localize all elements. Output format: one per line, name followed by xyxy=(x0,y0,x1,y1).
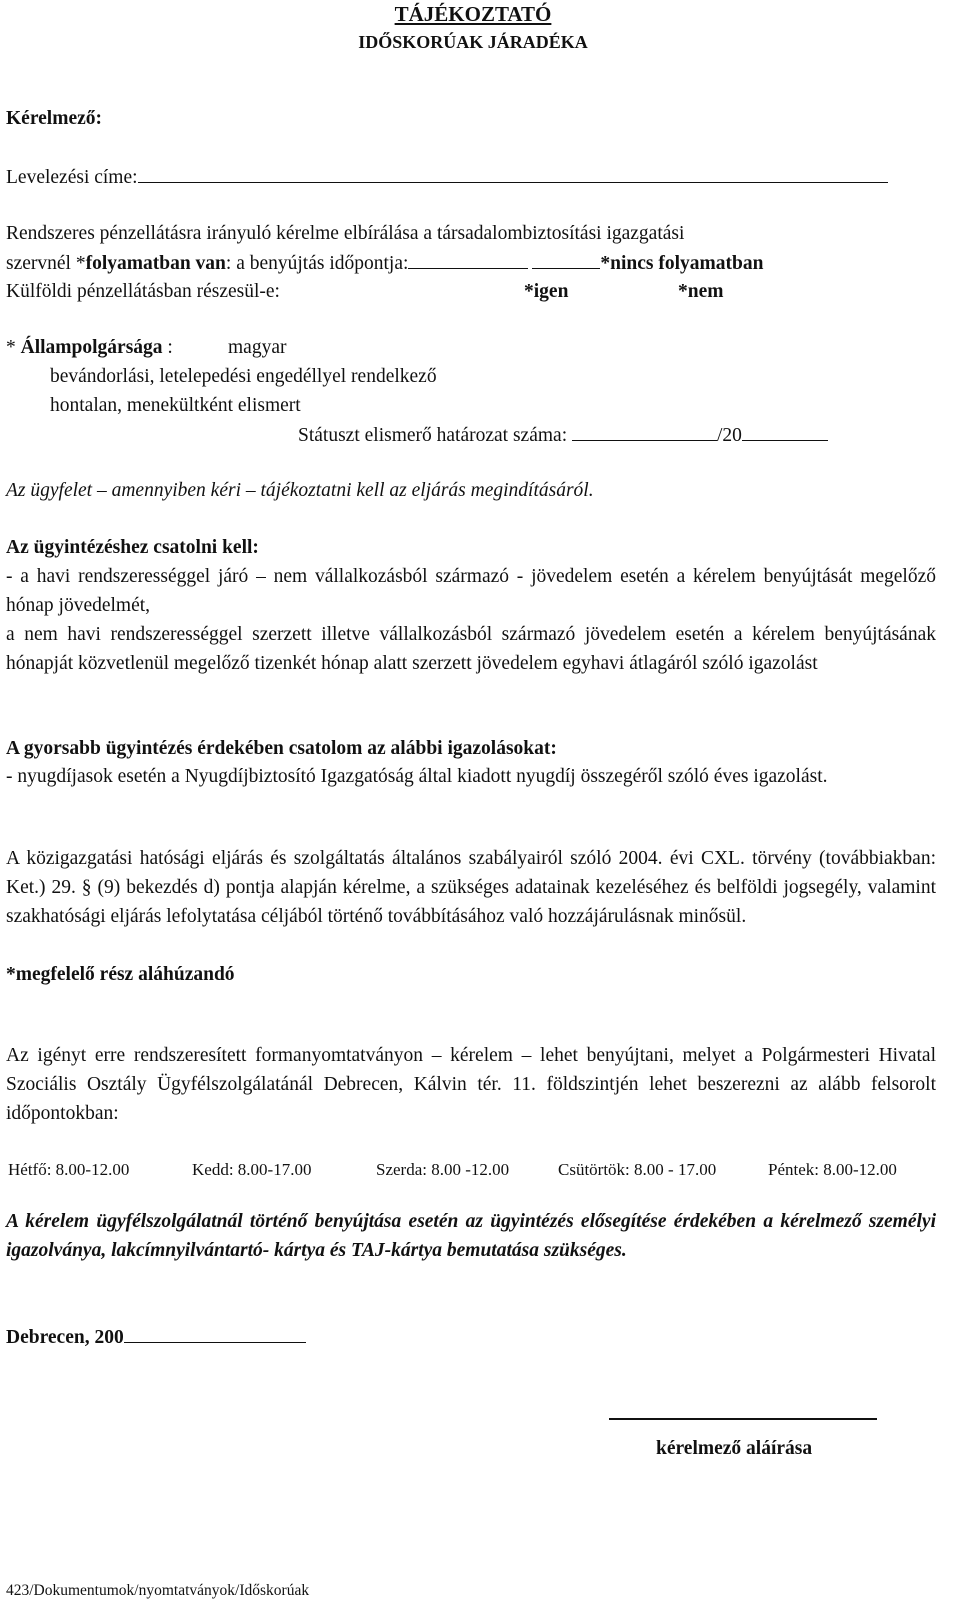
submission-date-line-2[interactable] xyxy=(532,248,600,269)
citizenship-colon: : xyxy=(162,337,173,358)
id-notice: A kérelem ügyfélszolgálatnál történő benyújtása esetén az ügyintézés elősegítése érdekében a kérelmező személyi igazolványa, lakcímnyilvántartó- kártya és TAJ-kártya bemutatása szükséges. xyxy=(6,1211,936,1261)
legal-paragraph: A közigazgatási hatósági eljárás és szolgáltatás általános szabályairól szóló 2004. évi CXL. törvény (továbbiakban: Ket.) 29. § (9) bekezdés d) pontja alapján kérelme, a szükséges adatainak kezeléséhez és belföldi jogsegély, valamint szakhatósági eljárás lefolytatása céljából történő továbbításához való hozzájárulásnak minősül. xyxy=(6,848,936,927)
citizenship-option-immigrant: bevándorlási, letelepedési engedéllyel rendelkező xyxy=(50,366,437,387)
underline-note: *megfelelő rész aláhúzandó xyxy=(6,964,235,985)
status-prefix: szervnél * xyxy=(6,253,86,274)
date-blank-line[interactable] xyxy=(124,1322,306,1343)
decision-number-row xyxy=(298,420,828,450)
citizenship-option-refugee: hontalan, menekültként elismert xyxy=(50,395,301,416)
status-line-2 xyxy=(6,248,764,278)
status-line-1: Rendszeres pénzellátásra irányuló kérelme elbírálása a társadalombiztosítási igazgatási xyxy=(6,223,685,244)
office-hours xyxy=(6,1155,940,1185)
hours-tuesday: Kedd: 8.00-17.00 xyxy=(192,1160,312,1179)
faster-heading: A gyorsabb ügyintézés érdekében csatolom az alábbi igazolásokat: xyxy=(6,738,557,759)
footer-path: 423/Dokumentumok/nyomtatványok/Időskorúak xyxy=(6,1582,310,1599)
signature-line[interactable] xyxy=(609,1418,877,1420)
submission-date-line-1[interactable] xyxy=(408,248,528,269)
attach-paragraph-1: - a havi rendszerességgel járó – nem vállalkozásból származó - jövedelem esetén a kérelem benyújtását megelőző hónap jövedelmét, xyxy=(6,566,936,616)
foreign-yes: *igen xyxy=(524,281,569,302)
citizenship-row xyxy=(6,333,173,362)
place-date-label: Debrecen, 200 xyxy=(6,1327,124,1348)
attach-paragraph-2: a nem havi rendszerességgel szerzett illetve vállalkozásból származó jövedelem esetén a kérelem benyújtásának hónapját közvetlenül megelőző tizenkét hónap alatt szerzett jövedelem egyhavi átlagáról szóló igazolást xyxy=(6,624,936,674)
citizenship-asterisk: * xyxy=(6,337,21,358)
status-not-in-progress: *nincs folyamatban xyxy=(600,253,764,274)
applicant-label: Kérelmező: xyxy=(6,108,102,129)
decision-year-prefix: /20 xyxy=(716,425,742,446)
signature-label: kérelmező aláírása xyxy=(656,1438,813,1459)
status-date-label: : a benyújtás időpontja: xyxy=(225,253,409,274)
decision-year-line[interactable] xyxy=(742,420,828,441)
address-label: Levelezési címe: xyxy=(6,167,138,188)
decision-number-line[interactable] xyxy=(572,420,717,441)
document-title: TÁJÉKOZTATÓ xyxy=(394,2,552,26)
notice-text: Az ügyfelet – amennyiben kéri – tájékoztatni kell az eljárás megindításáról. xyxy=(6,480,594,501)
address-blank-line[interactable] xyxy=(138,162,888,183)
document-subtitle: IDŐSKORÚAK JÁRADÉKA xyxy=(358,32,588,52)
hours-thursday: Csütörtök: 8.00 - 17.00 xyxy=(558,1160,717,1179)
hours-wednesday: Szerda: 8.00 -12.00 xyxy=(376,1160,510,1179)
citizenship-option-hungarian: magyar xyxy=(228,337,287,358)
address-row xyxy=(6,162,888,192)
foreign-no: *nem xyxy=(678,281,724,302)
foreign-label: Külföldi pénzellátásban részesül-e: xyxy=(6,281,280,302)
status-in-progress: folyamatban van xyxy=(85,253,226,274)
place-date-row xyxy=(6,1322,306,1352)
attach-heading: Az ügyintézéshez csatolni kell: xyxy=(6,537,259,558)
decision-number-label: Státuszt elismerő határozat száma: xyxy=(298,425,568,446)
faster-paragraph: - nyugdíjasok esetén a Nyugdíjbiztosító Igazgatóság által kiadott nyugdíj összegéről szóló éves igazolást. xyxy=(6,766,828,787)
claim-paragraph: Az igényt erre rendszeresített formanyomtatványon – kérelem – lehet benyújtani, melyet a Polgármesteri Hivatal Szociális Osztály Ügyfélszolgálatánál Debrecen, Kálvin tér. 11. földszintjén lehet beszerezni az alább felsorolt időpontokban: xyxy=(6,1045,936,1124)
citizenship-label: Állampolgársága xyxy=(20,337,163,358)
hours-friday: Péntek: 8.00-12.00 xyxy=(768,1160,897,1179)
hours-monday: Hétfő: 8.00-12.00 xyxy=(8,1160,130,1179)
